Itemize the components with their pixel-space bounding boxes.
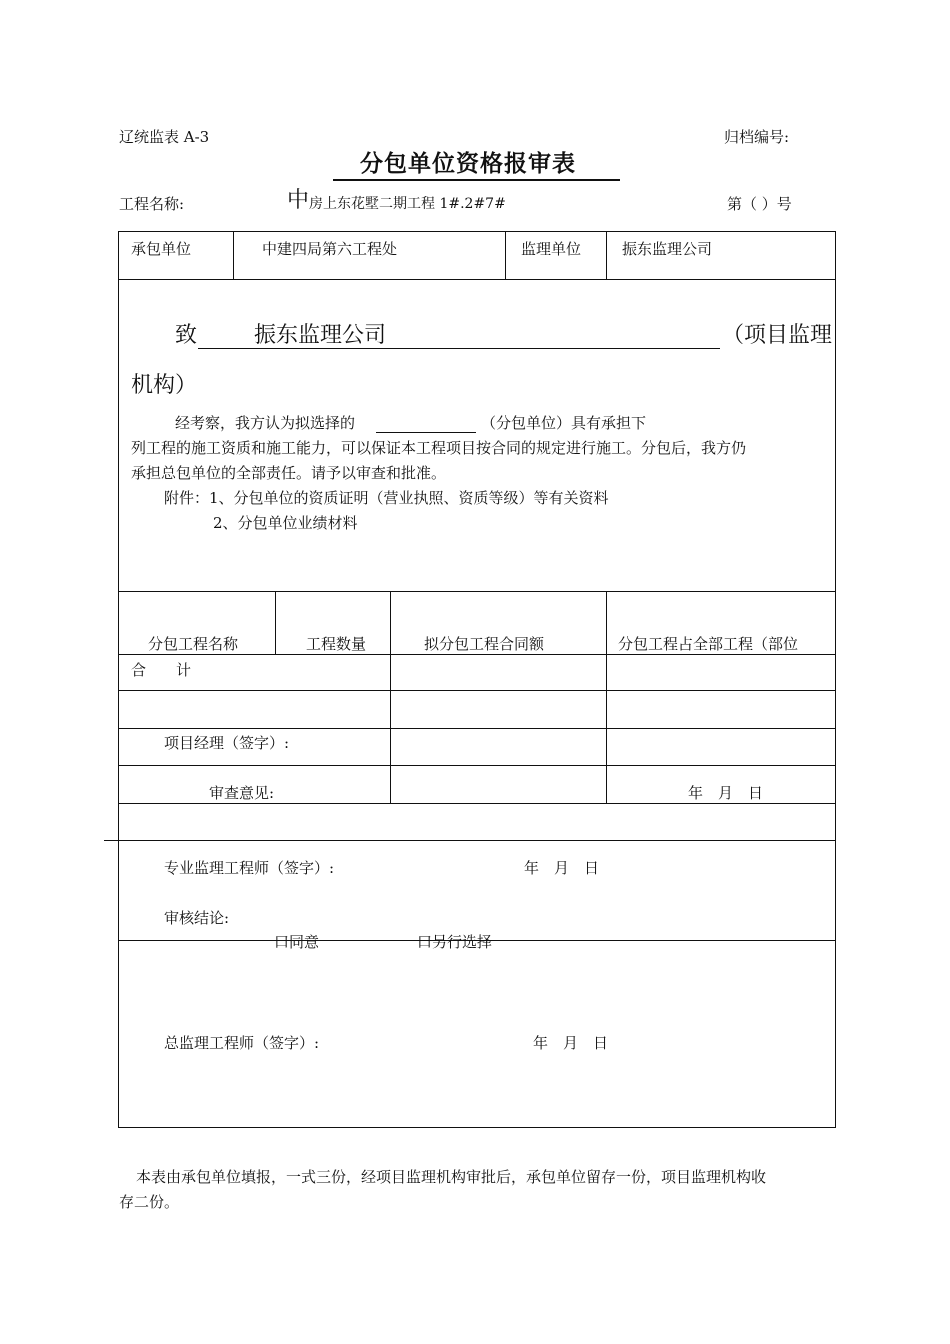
letter-body-line1b: （分包单位）具有承担下 bbox=[481, 414, 647, 432]
other-choice-checkbox[interactable]: 口另行选择 bbox=[417, 933, 493, 951]
form-number-label: 第（ ）号 bbox=[727, 195, 792, 213]
chief-engineer-date: 年 月 日 bbox=[533, 1034, 609, 1052]
letter-body-line1a: 经考察，我方认为拟选择的 bbox=[175, 414, 356, 432]
contractor-value: 中建四局第六工程处 bbox=[262, 240, 398, 258]
col-contract-amount: 拟分包工程合同额 bbox=[424, 635, 545, 653]
project-name-value: 房上东花墅二期工程 1#.2#7# bbox=[309, 196, 506, 212]
letter-to-suffix-cont: 机构） bbox=[131, 373, 198, 398]
letter-to-prefix: 致 bbox=[175, 323, 198, 348]
title-underline bbox=[333, 179, 620, 181]
attachment-2: 2、分包单位业绩材料 bbox=[213, 514, 358, 532]
page-title: 分包单位资格报审表 bbox=[360, 150, 576, 177]
supervisor-label: 监理单位 bbox=[521, 240, 582, 258]
chief-engineer-sign: 总监理工程师（签字）: bbox=[164, 1034, 320, 1052]
contractor-label: 承包单位 bbox=[131, 240, 192, 258]
project-name-label: 工程名称: bbox=[119, 195, 185, 213]
letter-to-underline bbox=[198, 348, 720, 349]
engineer-sign-date: 年 月 日 bbox=[524, 859, 600, 877]
col-quantity: 工程数量 bbox=[306, 635, 367, 653]
review-opinion-label: 审查意见: bbox=[209, 784, 275, 802]
footer-note-line2: 存二份。 bbox=[119, 1193, 180, 1211]
letter-to-value: 振东监理公司 bbox=[254, 323, 387, 348]
letter-body-line3: 承担总包单位的全部责任。请予以审查和批准。 bbox=[131, 464, 447, 482]
attachment-1: 附件：1、分包单位的资质证明（营业执照、资质等级）等有关资料 bbox=[164, 489, 609, 507]
letter-body-line2: 列工程的施工资质和施工能力，可以保证本工程项目按合同的规定进行施工。分包后，我方仍 bbox=[131, 439, 747, 457]
conclusion-label: 审核结论: bbox=[164, 909, 230, 927]
total-label: 合 计 bbox=[131, 661, 192, 679]
form-code: 辽统监表 A-3 bbox=[119, 128, 210, 146]
subcontractor-blank bbox=[376, 432, 476, 433]
review-opinion-date: 年 月 日 bbox=[688, 784, 764, 802]
engineer-sign: 专业监理工程师（签字）: bbox=[164, 859, 335, 877]
supervisor-value: 振东监理公司 bbox=[622, 240, 713, 258]
footer-note-line1: 本表由承包单位填报，一式三份，经项目监理机构审批后，承包单位留存一份，项目监理机构收 bbox=[136, 1168, 767, 1186]
project-name-prefix: 中 bbox=[287, 188, 310, 213]
col-percentage: 分包工程占全部工程（部位 bbox=[618, 635, 799, 653]
letter-to-suffix: （项目监理 bbox=[722, 323, 833, 348]
project-manager-sign: 项目经理（签字）: bbox=[164, 734, 290, 752]
agree-checkbox[interactable]: 口同意 bbox=[274, 933, 320, 951]
archive-number-label: 归档编号: bbox=[724, 128, 790, 146]
col-subproject-name: 分包工程名称 bbox=[148, 635, 239, 653]
